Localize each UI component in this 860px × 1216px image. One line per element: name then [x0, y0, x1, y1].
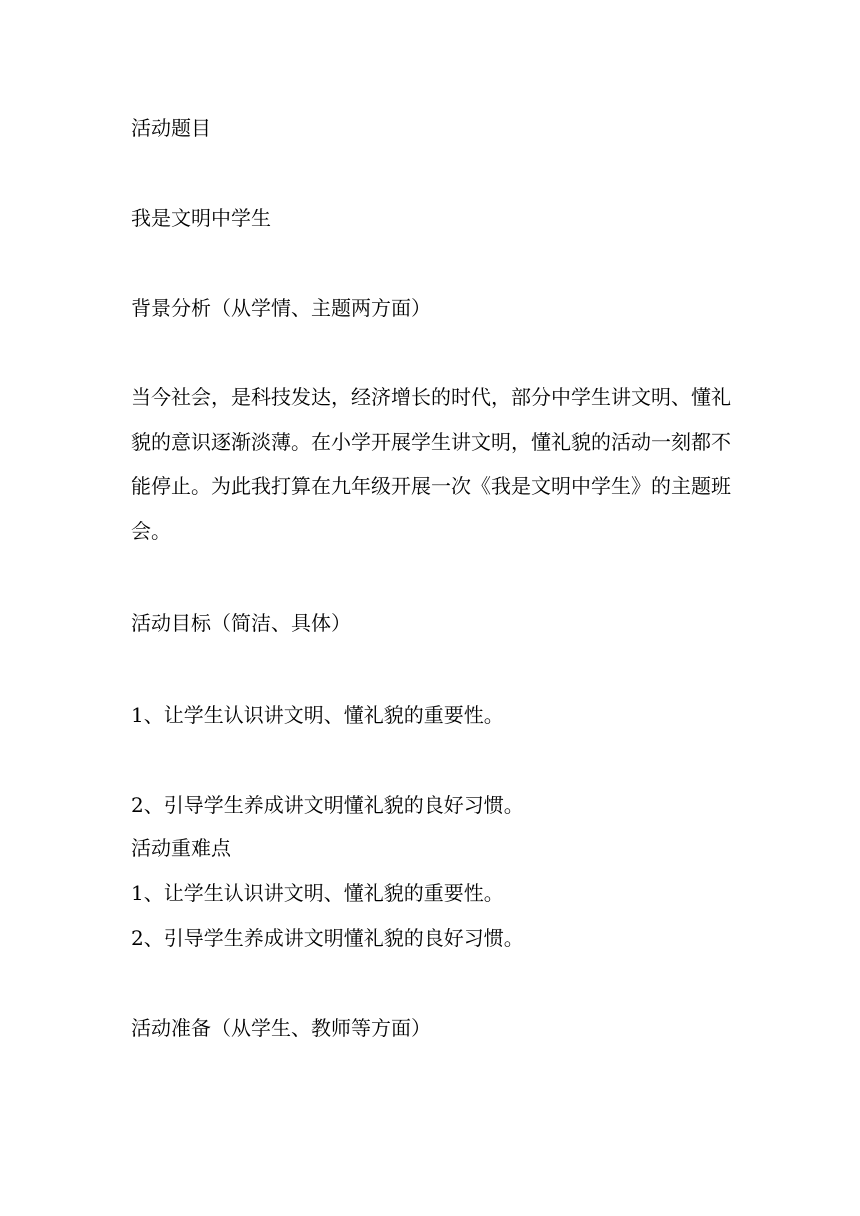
key-point-item-1: 1、让学生认识讲文明、懂礼貌的重要性。: [131, 881, 504, 905]
goal-item-1: 1、让学生认识讲文明、懂礼貌的重要性。: [131, 703, 504, 727]
activity-title: 我是文明中学生: [131, 206, 271, 230]
goals-heading: 活动目标（简洁、具体）: [131, 611, 351, 635]
key-point-item-2: 2、引导学生养成讲文明懂礼貌的良好习惯。: [131, 926, 524, 950]
background-heading: 背景分析（从学情、主题两方面）: [131, 296, 431, 320]
activity-title-heading: 活动题目: [131, 116, 211, 140]
goal-item-2: 2、引导学生养成讲文明懂礼貌的良好习惯。: [131, 793, 524, 817]
key-points-heading: 活动重难点: [131, 836, 231, 860]
background-paragraph: 当今社会，是科技发达，经济增长的时代，部分中学生讲文明、懂礼貌的意识逐渐淡薄。在小学开展学生讲文明，懂礼貌的活动一刻都不能停止。为此我打算在九年级开展一次《我是文明中学生》的主题班会。: [131, 385, 731, 543]
preparation-heading: 活动准备（从学生、教师等方面）: [131, 1016, 431, 1040]
